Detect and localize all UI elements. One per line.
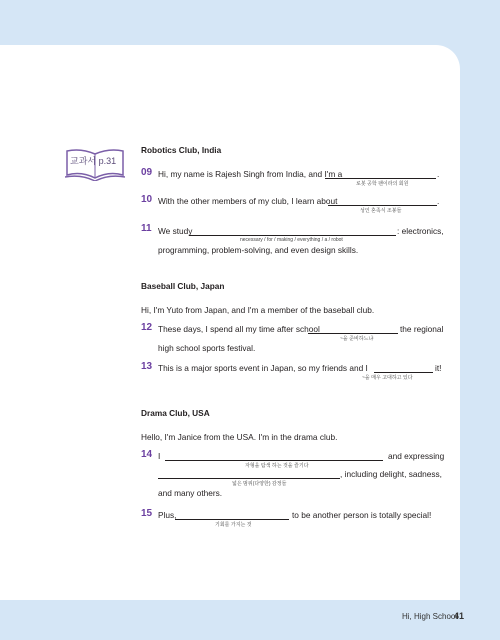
q09-end: . (437, 169, 440, 179)
q11-blank[interactable] (189, 235, 396, 236)
item-number-12: 12 (141, 322, 153, 333)
q13-hint: ~을 매우 고대하고 있다 (362, 375, 413, 381)
item-number-11: 11 (141, 223, 152, 234)
q10-blank[interactable] (328, 205, 437, 206)
q14-line2-end: , including delight, sadness, (340, 469, 442, 479)
q12-end: the regional (400, 324, 444, 334)
item-number-09: 09 (141, 167, 153, 178)
q14-hint-1: 자형을 탐색 하는 것을 즐기다 (245, 463, 309, 469)
q14-line3: and many others. (158, 488, 223, 498)
q13-text: This is a major sports event in Japan, so my friends and I (158, 363, 368, 373)
q14-mid: and expressing (388, 451, 445, 461)
item-number-13: 13 (141, 361, 153, 372)
q09-blank[interactable] (325, 178, 436, 179)
textbook-reference: 교과서 p.31 (70, 156, 117, 166)
q11-hint: necessary / for / making / everything / a / robot (240, 237, 343, 243)
q10-end: . (437, 196, 440, 206)
q15-end: to be another person is totally special! (292, 510, 432, 520)
section-intro-drama: Hello, I'm Janice from the USA. I'm in the drama club. (141, 432, 338, 442)
q09-hint: 로봇 공학 팬이라의 회원 (356, 181, 409, 187)
q09-text: Hi, my name is Rajesh Singh from India, and I'm a (158, 169, 343, 179)
q10-hint: 성인 혼족식 조봉들 (360, 208, 402, 214)
q14-hint-2: 넓은 범위(다양한) 감정들 (232, 481, 287, 487)
q12-line2: high school sports festival. (158, 343, 256, 353)
q14-blank-1[interactable] (165, 460, 383, 461)
page-number: 41 (454, 611, 465, 621)
q15-blank[interactable] (175, 519, 289, 520)
q12-hint: ~을 준비하느냐 (340, 336, 374, 342)
q10-text: With the other members of my club, I learn about (158, 196, 338, 206)
section-title-drama: Drama Club, USA (141, 408, 210, 418)
section-intro-baseball: Hi, I'm Yuto from Japan, and I'm a member of the baseball club. (141, 305, 375, 315)
section-title-robotics: Robotics Club, India (141, 145, 222, 155)
q12-text: These days, I spend all my time after school (158, 324, 320, 334)
q11-end: : electronics, (397, 226, 444, 236)
q11-line2: programming, problem-solving, and even design skills. (158, 245, 359, 255)
item-number-10: 10 (141, 194, 153, 205)
q12-blank[interactable] (308, 333, 398, 334)
q14-text: I (158, 451, 161, 461)
q15-hint: 기회를 가지는 것 (215, 522, 252, 528)
q14-blank-2[interactable] (158, 478, 340, 479)
item-number-14: 14 (141, 449, 153, 460)
section-title-baseball: Baseball Club, Japan (141, 281, 225, 291)
q13-end: it! (435, 363, 442, 373)
q11-text: We study (158, 226, 193, 236)
q13-blank[interactable] (374, 372, 433, 373)
q15-text: Plus, (158, 510, 177, 520)
footer-title: Hi, High School (402, 612, 458, 621)
item-number-15: 15 (141, 508, 153, 519)
